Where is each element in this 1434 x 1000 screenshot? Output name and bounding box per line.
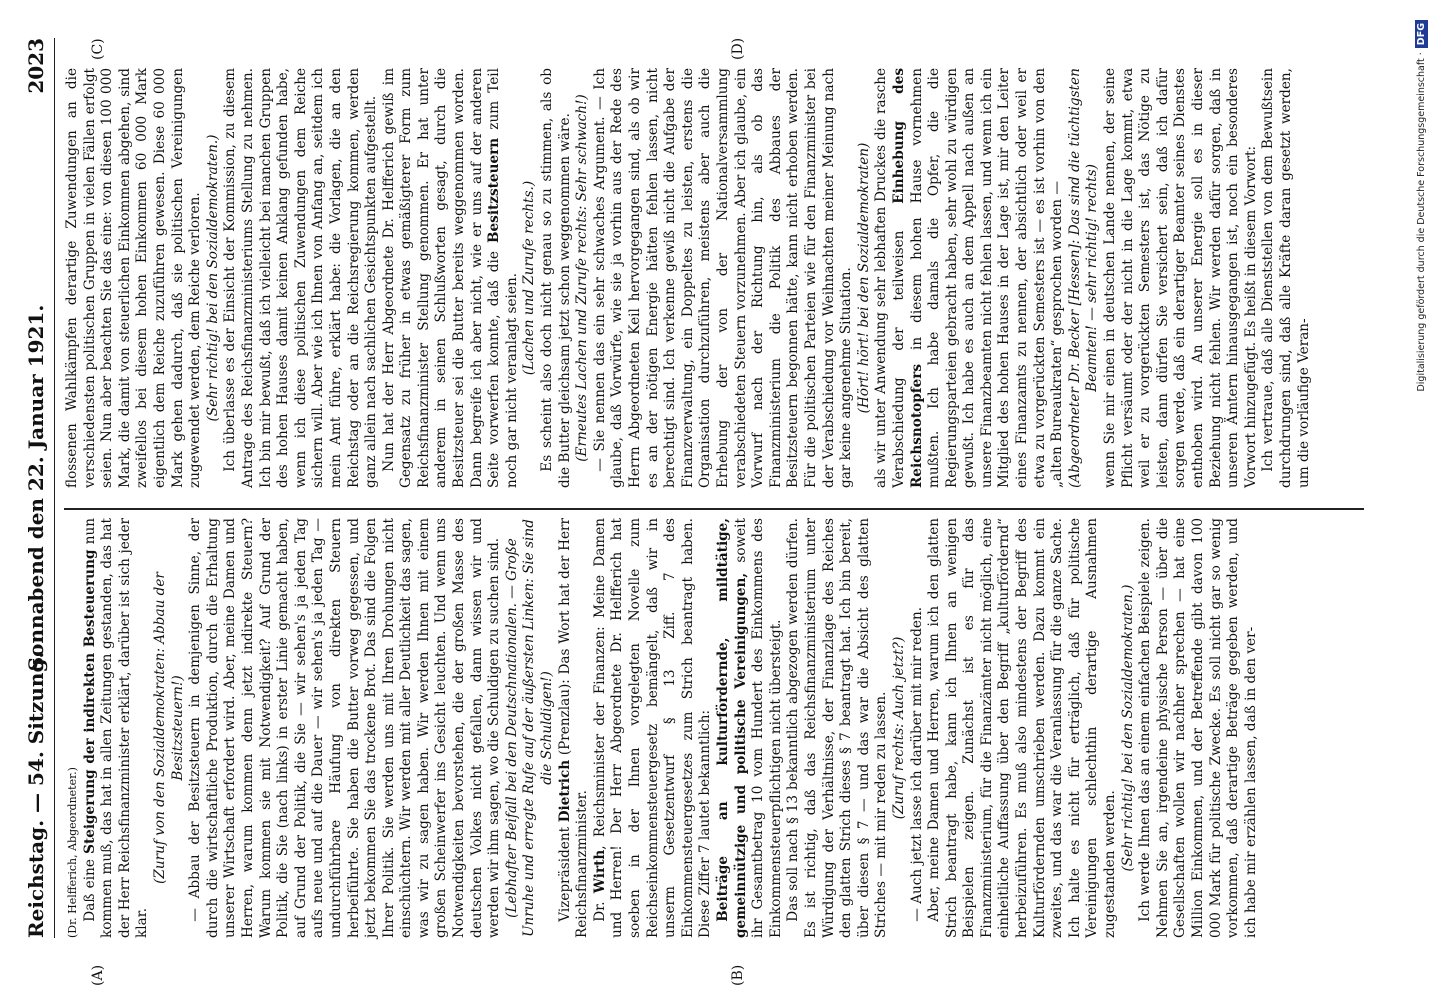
paragraph: flossenen Wahlkämpfen derartige Zuwendungen an die verschiedensten politischen Gruppen in vielen Fällen erfolgt seien. Nun aber beachten Sie das eine: von diesen 100 000 Mark, die damit von steuerlichen Einkommen abgehen, sind zweifellos bei diesem hohen Einkommen 60 000 Mark eigentlich dem Reiche zuzuführen gewesen. Diese 60 000 Mark gehen dadurch, daß sie politischen Vereinigungen zugewendet werden, dem Reiche verloren. bbox=[64, 68, 204, 488]
interjection: (Sehr richtig! bei den Sozialdemokraten.) bbox=[204, 134, 221, 422]
interjection: (Hört! hört! bei den Sozialdemokraten) bbox=[855, 142, 872, 414]
margin-marker-a: (A) bbox=[90, 964, 106, 986]
bold-term: Beiträge an kulturfördernde, mildtätige, gemeinnützige und politische Vereinigungen, bbox=[714, 518, 749, 938]
bold-term: Einhebung des Reichsnotopfers bbox=[890, 68, 925, 488]
speaker-name: Dietrich bbox=[556, 759, 573, 823]
paragraph: Es scheint also doch nicht genau so zu stimmen, als ob die Butter gleichsam jetzt schon weggenommen wäre. bbox=[539, 68, 573, 488]
speaker-reference: (Dr. Helfferich, Abgeordneter.) bbox=[66, 767, 79, 938]
header-date: Sonnabend den 22. Januar 1921. bbox=[24, 304, 48, 672]
paragraph: Ich überlasse es der Einsicht der Kommission, zu diesem Antrage des Reichsfinanzministeriums Stellung zu nehmen. Ich bin mir bewußt, daß ich vielleicht bei manchen Gruppen des hohen Hauses damit keinen Anklang gefunden habe, wenn ich diese politischen Zuwendungen dem Reiche sichern will. Aber wie ich Ihnen von Anfang an, seitdem ich mein Amt führe, erklärt habe: die Vorlagen, die an den Reichstag oder an die Reichsregierung kommen, werden ganz allein nach sachlichen Gesichtspunkten aufgestellt. bbox=[222, 68, 380, 488]
interjection: (Sehr richtig! bei den Sozialdemokraten.) bbox=[1119, 584, 1136, 872]
paragraph: — Sie nennen das ein sehr schwaches Argument. — Ich glaube, daß Vorwürfe, wie sie ja vorhin aus der Rede des Herrn Abgeordneten Keil hervorgegangen sind, als ob wir es an der nötigen Energie hätten fehlen lassen, nicht berechtigt sind. Ich verkenne gewiß nicht die Aufgabe der Finanzverwaltung, ein Doppeltes zu leisten, erstens die Organisation durchzuführen, meistens aber auch die Erhebung der von der Nationalversammlung verabschiedeten Steuern vorzunehmen. Aber ich glaube, ein Vorwurf nach der Richtung hin, als ob das Finanzministerium die Politik des Abbaues der Besitzsteuern begonnen hätte, kann nicht erhoben werden. Für die politischen Parteien wie für den Finanzminister bei der Verabschiedung vor Weihnachten meiner Meinung nach gar keine angenehme Situation. bbox=[591, 68, 855, 488]
speaker-name: Wirth bbox=[591, 849, 608, 894]
page-number: 2023 bbox=[24, 38, 48, 94]
interjection: (Lebhafter Beifall bei den Deutschnationalen. — Große Unruhe und erregte Rufe auf der äußersten Linken: Sie sind die Schuldigen!) bbox=[503, 519, 556, 937]
bold-term: Besitzsteuern bbox=[486, 137, 503, 243]
bold-term: Steigerung der indirekten Besteuerung bbox=[81, 549, 98, 854]
interjection: (Abgeordneter Dr. Becker [Hessen]: Das sind die tüchtigsten Beamten! — sehr richtig! rechts) bbox=[1066, 68, 1101, 488]
credit-text: Digitalisierung gefördert durch die Deutsche Forschungsgemeinschaft · bbox=[1416, 52, 1427, 392]
interjection: (Lachen und Zurufe rechts.) bbox=[521, 180, 538, 376]
interjection: (Zuruf rechts: Auch jetzt?) bbox=[890, 636, 907, 820]
paragraph: Vizepräsident Dietrich (Prenzlau): Das Wort hat der Herr Reichsfinanzminister. bbox=[556, 518, 591, 938]
paragraph: Daß eine Steigerung der indirekten Besteuerung nun kommen muß, das hat in allen Zeitungen gestanden, das hat der Herr Reichsfinanzminister erklärt, darüber ist sich jeder klar. bbox=[81, 518, 151, 938]
paragraph: Ich vertraue, daß alle Dienststellen von dem Bewußtsein durchdrungen sind, daß alle Kräfte daran gesetzt werden, um die vorläufige Veran- bbox=[1260, 68, 1312, 488]
dfg-logo: DFG bbox=[1415, 20, 1428, 48]
paragraph: Ich werde Ihnen das an einem einfachen Beispiele zeigen. Nehmen Sie an, irgendeine physische Person — über die Gesellschaften wollen wir nachher sprechen — hat eine Million Einkommen, und der Betreffende gibt davon 100 000 Mark für politische Zwecke. Es soll nicht gar so wenig vorkommen, daß derartige Beträge gegeben werden, und ich habe mir erzählen lassen, daß in den ver- bbox=[1137, 518, 1259, 938]
right-column bbox=[64, 68, 1364, 488]
margin-marker-c: (C) bbox=[90, 38, 106, 60]
column-divider bbox=[64, 509, 1364, 511]
margin-marker-b: (B) bbox=[730, 964, 746, 986]
digitization-credit bbox=[1413, 20, 1431, 980]
paragraph: Dr. Wirth, Reichsminister der Finanzen: Meine Damen und Herren! Der Herr Abgeordnete Dr. Helfferich hat soeben in der Ihnen vorgelegten Novelle zum Reichseinkommensteuergesetz bemängelt, daß wir in unserm Gesetzentwurf § 13 Ziff. 7 des Einkommensteuergesetzes zum Strich beantragt haben. Diese Ziffer 7 lautet bekanntlich: bbox=[591, 518, 714, 938]
page-header bbox=[20, 38, 55, 938]
left-column bbox=[64, 518, 1364, 938]
paragraph: wenn Sie mir einen in deutschen Lande nennen, der seine Pflicht versäumt oder der nicht in die Lage kommt, etwa weil er zu vorgerückten Semesters ist, das Nötige zu leisten, dann dürfen Sie versichert sein, daß ich dafür sorgen werde, daß ein derartiger Beamter seines Dienstes enthoben wird. An unserer Energie soll es in dieser Beziehung nicht fehlen. Wir werden dafür sorgen, daß in unseren Ämtern hinausgegangen ist, noch ein besonderes Vorwort hinzugefügt. Es heißt in diesem Vorwort: bbox=[1102, 68, 1259, 488]
paragraph: Nun hat der Herr Abgeordnete Dr. Helfferich gewiß im Gegensatz zu früher in etwas gemäßigterer Form zum Reichsfinanzminister Stellung genommen. Er hat unter anderem in seinen Schlußworten gesagt, durch die Besitzsteuer sei die Butter bereits weggenommen worden. Dann begreife ich aber nicht, wie er uns auf der anderen Seite vorwerfen konnte, daß die Besitzsteuern zum Teil noch gar nicht veranlagt seien. bbox=[380, 68, 520, 488]
paragraph: als wir unter Anwendung sehr lebhaften Druckes die rasche Verabschiedung der teilweisen Einhebung des Reichsnotopfers in diesem hohen Hause vornehmen mußten. Ich habe damals die Opfer, die die Regierungsparteien gebracht haben, sehr wohl zu würdigen gewußt. Ich habe es auch an dem Appell nach außen an unsere Finanzbeamten nicht fehlen lassen, und wenn ich ein Mitglied des hohen Hauses in der Lage ist, mir den Leiter eines Finanzamts zu nennen, der absichtlich oder weil er etwa zu vorgerückten Semesters ist — es ist vorhin von den „alten Bureaukraten“ gesprochen worden — bbox=[873, 68, 1066, 488]
header-session: Reichstag. — 54. Sitzung. bbox=[24, 651, 48, 938]
paragraph: Aber, meine Damen und Herren, warum ich den glatten Strich beantragt habe, kann ich Ihnen an wenigen Beispielen zeigen. Zunächst ist es für das Finanzministerium, für die Finanzämter nicht möglich, eine einheitliche Auffassung über den Begriff „kulturfördernd“ herbeizuführen. Es muß also mindestens der Begriff des Kulturfördernden umschrieben werden. Dazu kommt ein zweites, und das war die Veranlassung für die ganze Sache. Ich halte es nicht für erträglich, daß für politische Vereinigungen schlechthin derartige Ausnahmen zugestanden werden. bbox=[926, 518, 1119, 938]
quotation: Beiträge an kulturfördernde, mildtätige, gemeinnützige und politische Vereinigungen, soweit ihr Gesamtbetrag 10 vom Hundert des Einkommens des Einkommensteuerpflichtigen nicht übersteigt. bbox=[714, 518, 784, 938]
paragraph: — Abbau der Besitzsteuern in demjenigen Sinne, der durch die wirtschaftliche Produktion, durch die Erhaltung unserer Wirtschaft erfordert wird. Aber, meine Damen und Herren, warum kommen denn jetzt indirekte Steuern? Warum kommen sie mit Notwendigkeit? Auf Grund der Politik, die Sie (nach links) in erster Linie gemacht haben, auf Grund der Politik, die Sie — wir sehen's ja jeden Tag aufs neue und auf die Dauer — wir sehen's ja jeden Tag — undurchführbare Häufung von direkten Steuern herbeiführte. Sie haben die Butter vorweg gegessen, und jetzt bekommen Sie das trockene Brot. Das sind die Folgen Ihrer Politik. Sie werden uns mit Ihren Drohungen nicht einschüchtern. Wir werden mit aller Deutlichkeit das sagen, was wir zu sagen haben. Wir werden Ihnen mit einem großen Scheinwerfer ins Gesicht leuchten. Und wenn uns Notwendigkeiten bevorstehen, die der großen Masse des deutschen Volkes nicht gefallen, dann wissen wir und werden wir ihm sagen, wo die Schuldigen zu suchen sind. bbox=[187, 518, 503, 938]
margin-marker-d: (D) bbox=[730, 37, 746, 60]
interjection: (Zuruf von den Sozialdemokraten: Abbau der Besitzsteuern!) bbox=[151, 572, 186, 884]
interjection: (Erneutes Lachen und Zurufe rechts: Sehr schwach!) bbox=[574, 94, 591, 462]
paragraph: — Auch jetzt lasse ich darüber mit mir reden. bbox=[908, 606, 925, 922]
paragraph: Das soll nach § 13 bekanntlich abgezogen werden dürfen. Es ist richtig, daß das Reichsfinanzministerium unter Würdigung der Verhältnisse, der Finanzlage des Reiches den glatten Strich dieses § 7 beantragt hat. Ich bin bereit, über diesen § 7 — und das war die Absicht des glatten Striches — mit mir reden zu lassen. bbox=[785, 518, 890, 938]
